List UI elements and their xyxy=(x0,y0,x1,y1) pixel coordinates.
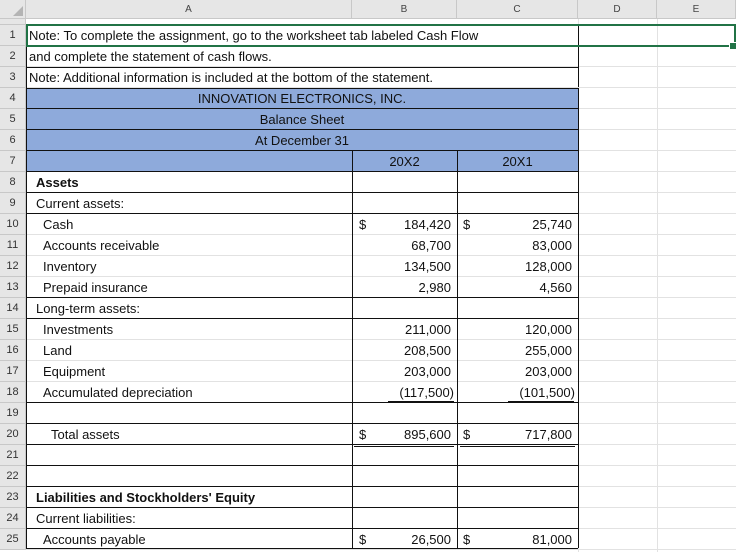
border xyxy=(26,465,578,466)
value-20x2-total-assets[interactable]: 895,600 xyxy=(404,427,451,442)
statement-title[interactable]: Balance Sheet xyxy=(259,112,345,127)
row-header[interactable]: 4 xyxy=(0,88,26,109)
currency-symbol: $ xyxy=(359,217,367,232)
row-header[interactable]: 1 xyxy=(0,25,26,46)
value-20x2-accounts-payable[interactable]: 26,500 xyxy=(411,532,451,547)
label-accumulated-depreciation[interactable]: Accumulated depreciation xyxy=(43,385,193,400)
label-land[interactable]: Land xyxy=(43,343,72,358)
value-20x1-accounts-payable[interactable]: 81,000 xyxy=(532,532,572,547)
note-line-1[interactable]: Note: To complete the assignment, go to the worksheet tab labeled Cash Flow xyxy=(29,28,479,43)
row-header[interactable]: 8 xyxy=(0,172,26,193)
row-header[interactable]: 23 xyxy=(0,487,26,508)
label-prepaid-insurance[interactable]: Prepaid insurance xyxy=(43,280,148,295)
column-header-d[interactable]: D xyxy=(578,0,657,19)
gridline xyxy=(657,19,658,552)
value-20x1-prepaid-insurance[interactable]: 4,560 xyxy=(539,280,572,295)
column-header-a[interactable]: A xyxy=(26,0,352,19)
select-all-icon xyxy=(13,6,23,16)
row-header[interactable]: 22 xyxy=(0,466,26,487)
row-header[interactable]: 3 xyxy=(0,67,26,88)
label-investments[interactable]: Investments xyxy=(43,322,114,337)
value-20x1-investments[interactable]: 120,000 xyxy=(525,322,572,337)
value-20x2-accumulated-depreciation[interactable]: (117,500) xyxy=(399,385,454,400)
row-header[interactable]: 17 xyxy=(0,361,26,382)
row-header[interactable]: 10 xyxy=(0,214,26,235)
note-line-2[interactable]: and complete the statement of cash flows. xyxy=(29,49,272,64)
current-liabilities-heading[interactable]: Current liabilities: xyxy=(36,511,136,526)
column-header-b[interactable]: B xyxy=(352,0,457,19)
long-term-assets-heading[interactable]: Long-term assets: xyxy=(36,301,141,316)
value-20x1-cash[interactable]: 25,740 xyxy=(532,217,572,232)
label-cash[interactable]: Cash xyxy=(43,217,74,232)
column-label-20x2[interactable]: 20X2 xyxy=(389,154,420,169)
value-20x1-equipment[interactable]: 203,000 xyxy=(525,364,572,379)
value-20x1-accounts-receivable[interactable]: 83,000 xyxy=(532,238,572,253)
note-line-3[interactable]: Note: Additional information is included at the bottom of the statement. xyxy=(29,70,433,85)
value-20x1-land[interactable]: 255,000 xyxy=(525,343,572,358)
row-header[interactable]: 13 xyxy=(0,277,26,298)
currency-symbol: $ xyxy=(463,427,471,442)
currency-symbol: $ xyxy=(359,532,367,547)
row-header[interactable]: 15 xyxy=(0,319,26,340)
assets-heading[interactable]: Assets xyxy=(36,175,79,190)
column-label-20x1[interactable]: 20X1 xyxy=(502,154,533,169)
row-header[interactable]: 5 xyxy=(0,109,26,130)
row-header[interactable]: 6 xyxy=(0,130,26,151)
row-header[interactable]: 12 xyxy=(0,256,26,277)
label-accounts-receivable[interactable]: Accounts receivable xyxy=(43,238,160,253)
row-header[interactable]: 14 xyxy=(0,298,26,319)
row-header[interactable]: 21 xyxy=(0,445,26,466)
value-20x1-total-assets[interactable]: 717,800 xyxy=(525,427,572,442)
value-20x2-equipment[interactable]: 203,000 xyxy=(404,364,451,379)
row-header[interactable]: 9 xyxy=(0,193,26,214)
currency-symbol: $ xyxy=(463,217,471,232)
label-accounts-payable[interactable]: Accounts payable xyxy=(43,532,146,547)
label-total-assets[interactable]: Total assets xyxy=(51,427,120,442)
statement-date[interactable]: At December 31 xyxy=(255,133,349,148)
value-20x2-land[interactable]: 208,500 xyxy=(404,343,451,358)
row-header[interactable]: 19 xyxy=(0,403,26,424)
column-header-c[interactable]: C xyxy=(457,0,578,19)
row-header[interactable]: 18 xyxy=(0,382,26,403)
row-header-spacer xyxy=(0,19,26,25)
total-double-underline xyxy=(354,446,454,447)
active-cell-selection[interactable] xyxy=(26,24,736,47)
value-20x2-accounts-receivable[interactable]: 68,700 xyxy=(411,238,451,253)
value-20x1-accumulated-depreciation[interactable]: (101,500) xyxy=(519,385,575,400)
liabilities-equity-heading[interactable]: Liabilities and Stockholders' Equity xyxy=(36,490,256,505)
row-header[interactable]: 20 xyxy=(0,424,26,445)
row-header[interactable]: 16 xyxy=(0,340,26,361)
border xyxy=(578,151,579,548)
fill-handle[interactable] xyxy=(729,42,736,50)
column-header-e[interactable]: E xyxy=(657,0,736,19)
total-double-underline xyxy=(460,446,575,447)
company-name[interactable]: INNOVATION ELECTRONICS, INC. xyxy=(197,91,407,106)
value-20x2-cash[interactable]: 184,420 xyxy=(404,217,451,232)
value-20x2-inventory[interactable]: 134,500 xyxy=(404,259,451,274)
current-assets-heading[interactable]: Current assets: xyxy=(36,196,125,211)
label-inventory[interactable]: Inventory xyxy=(43,259,97,274)
row-header[interactable]: 7 xyxy=(0,151,26,172)
select-all-corner[interactable] xyxy=(0,0,26,19)
value-20x2-investments[interactable]: 211,000 xyxy=(404,322,451,337)
row-header[interactable]: 24 xyxy=(0,508,26,529)
currency-symbol: $ xyxy=(463,532,471,547)
label-equipment[interactable]: Equipment xyxy=(43,364,106,379)
value-20x1-inventory[interactable]: 128,000 xyxy=(525,259,572,274)
currency-symbol: $ xyxy=(359,427,367,442)
row-header[interactable]: 25 xyxy=(0,529,26,550)
row-header[interactable]: 11 xyxy=(0,235,26,256)
value-20x2-prepaid-insurance[interactable]: 2,980 xyxy=(418,280,451,295)
row-header[interactable]: 2 xyxy=(0,46,26,67)
